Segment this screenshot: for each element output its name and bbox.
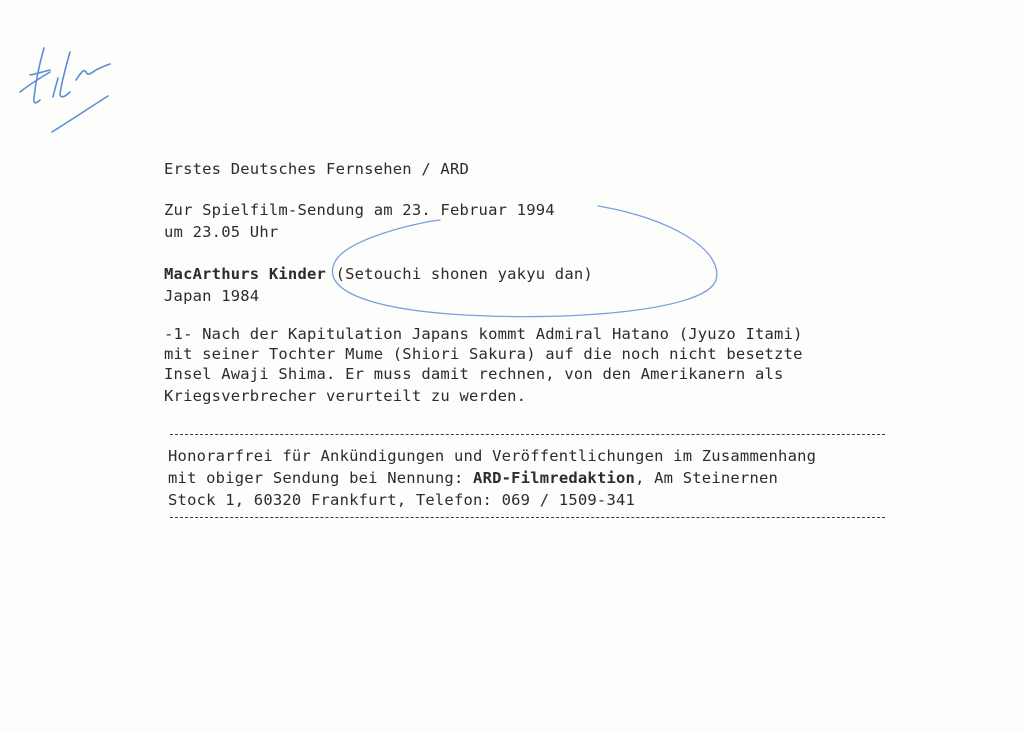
caption-line-2: mit seiner Tochter Mume (Shiori Sakura) auf die noch nicht besetzte	[164, 345, 803, 363]
broadcast-time-line: um 23.05 Uhr	[164, 223, 279, 241]
broadcast-date-line: Zur Spielfilm-Sendung am 23. Februar 1994	[164, 201, 555, 219]
credit-editorial-name: ARD-Filmredaktion	[473, 469, 636, 487]
caption-line-3: Insel Awaji Shima. Er muss damit rechnen, von den Amerikanern als	[164, 365, 784, 383]
film-title-line	[164, 264, 593, 285]
divider-bottom	[170, 517, 885, 518]
film-original-title: (Setouchi shonen yakyu dan)	[326, 265, 593, 283]
credit-line-2	[168, 468, 778, 489]
broadcaster-header: Erstes Deutsches Fernsehen / ARD	[164, 160, 470, 178]
caption-line-1: -1- Nach der Kapitulation Japans kommt Admiral Hatano (Jyuzo Itami)	[164, 325, 803, 343]
handwritten-film-note	[20, 48, 110, 132]
credit-suffix: , Am Steinernen	[635, 469, 779, 487]
film-country-year: Japan 1984	[164, 287, 260, 305]
caption-line-4: Kriegsverbrecher verurteilt zu werden.	[164, 387, 527, 405]
handwritten-ellipse	[332, 206, 716, 317]
credit-prefix: mit obiger Sendung bei Nennung:	[168, 469, 474, 487]
credit-line-3: Stock 1, 60320 Frankfurt, Telefon: 069 / 1509-341	[168, 491, 636, 509]
credit-line-1: Honorarfrei für Ankündigungen und Veröffentlichungen im Zusammenhang	[168, 447, 817, 465]
divider-top	[170, 434, 885, 435]
film-title: MacArthurs Kinder	[164, 265, 327, 283]
